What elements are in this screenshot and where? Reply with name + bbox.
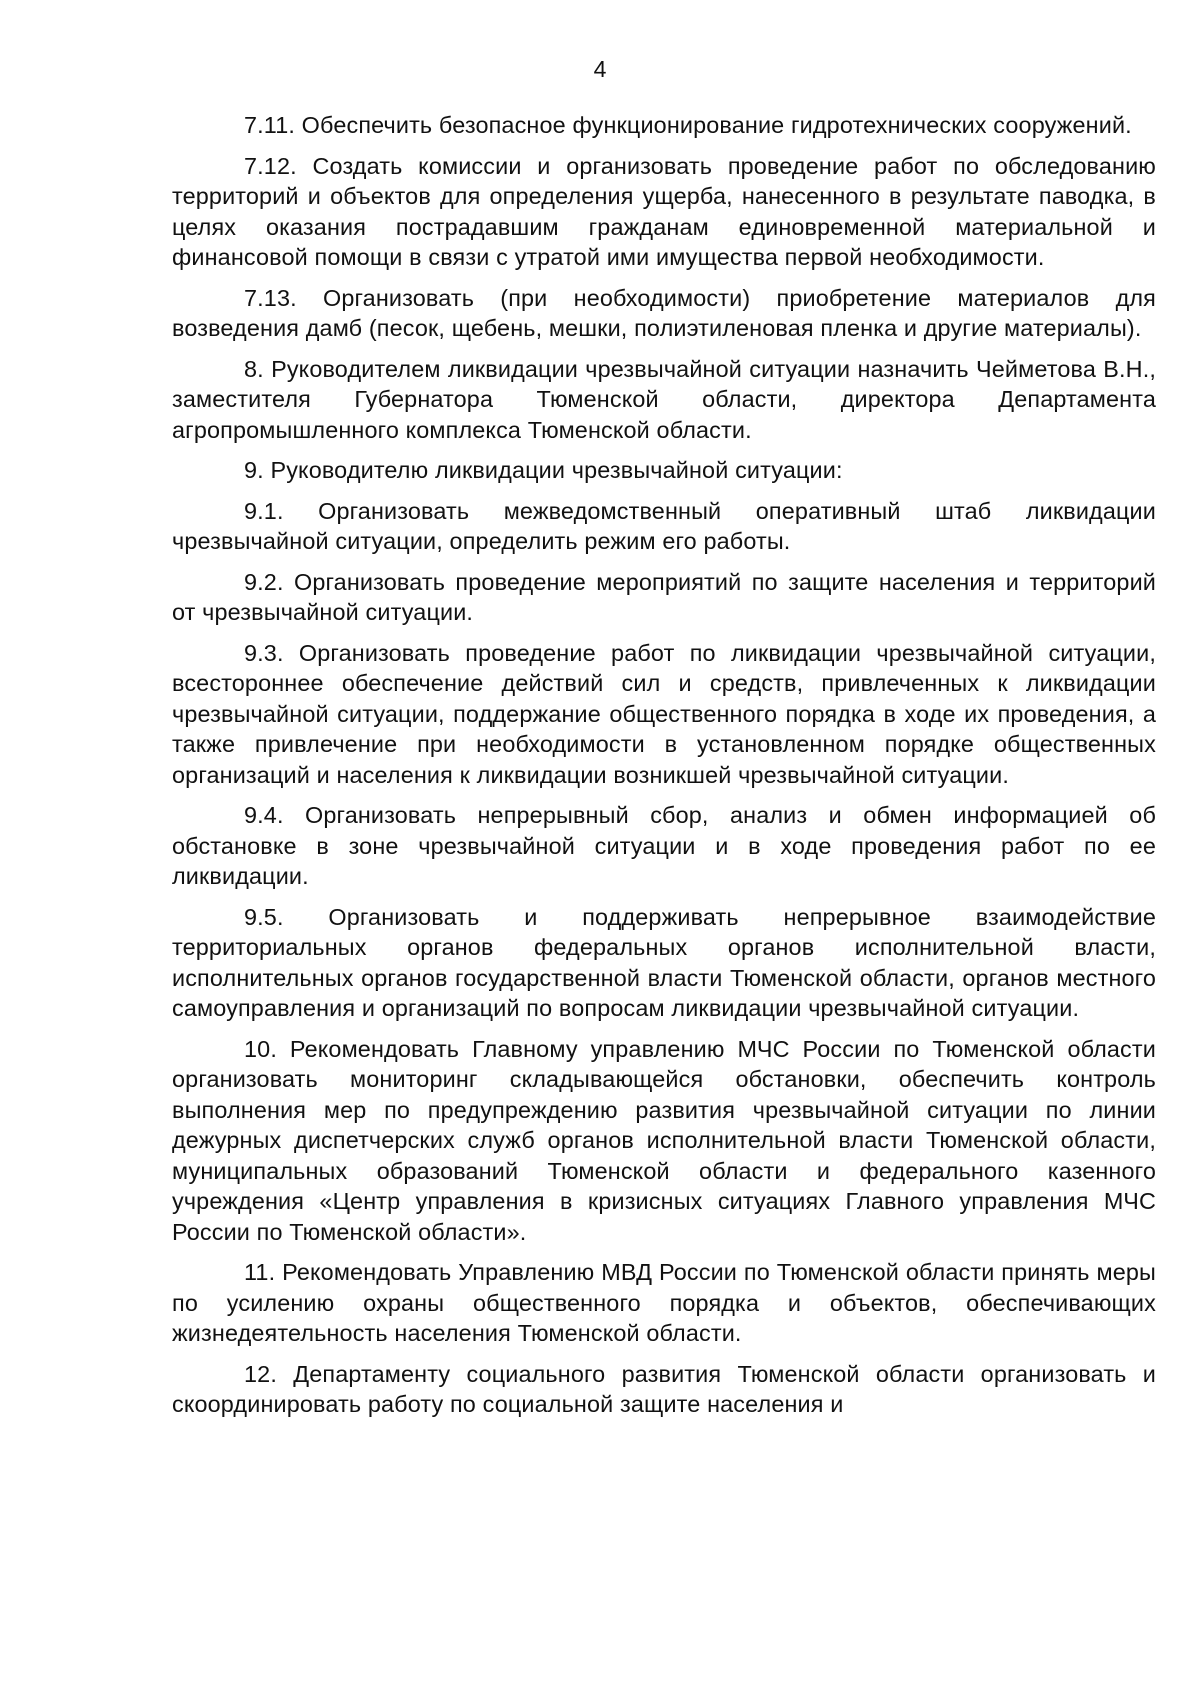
paragraph-9-2: 9.2. Организовать проведение мероприятий по защите населения и территорий от чрезвычайной ситуации. [172, 568, 1156, 625]
paragraph-12: 12. Департаменту социального развития Тюменской области организовать и скоординировать работу по социальной защите населения и [172, 1360, 1156, 1417]
page-number: 4 [593, 56, 607, 82]
paragraph-9-5: 9.5. Организовать и поддерживать непрерывное взаимодействие территориальных органов федеральных органов исполнительной власти, исполнительных органов государственной власти Тюменской области, органов местного самоуправления и организаций по вопросам ликвидации чрезвычайной ситуации. [172, 903, 1156, 1021]
paragraph-9-4: 9.4. Организовать непрерывный сбор, анализ и обмен информацией об обстановке в зоне чрезвычайной ситуации и в ходе проведения работ по ее ликвидации. [172, 802, 1156, 889]
paragraph-7-12: 7.12. Создать комиссии и организовать проведение работ по обследованию территорий и объектов для определения ущерба, нанесенного в результате паводка, в целях оказания пострадавшим гражданам единовременной материальной и финансовой помощи в связи с утратой ими имущества первой необходимости. [172, 152, 1156, 270]
paragraph-9: 9. Руководителю ликвидации чрезвычайной ситуации: [244, 457, 843, 483]
paragraph-9-3: 9.3. Организовать проведение работ по ликвидации чрезвычайной ситуации, всестороннее обеспечение действий сил и средств, привлеченных к ликвидации чрезвычайной ситуации, поддержание общественного порядка в ходе их проведения, а также привлечение при необходимости в установленном порядке общественных организаций и населения к ликвидации возникшей чрезвычайной ситуации. [172, 639, 1156, 788]
paragraph-7-11: 7.11. Обеспечить безопасное функционирование гидротехнических сооружений. [244, 112, 1132, 138]
paragraph-7-13: 7.13. Организовать (при необходимости) приобретение материалов для возведения дамб (песок, щебень, мешки, полиэтиленовая пленка и другие материалы). [172, 284, 1156, 341]
paragraph-11: 11. Рекомендовать Управлению МВД России по Тюменской области принять меры по усилению охраны общественного порядка и объектов, обеспечивающих жизнедеятельность населения Тюменской области. [172, 1259, 1156, 1346]
document-body [172, 110, 1156, 1430]
paragraph-9-1: 9.1. Организовать межведомственный оперативный штаб ликвидации чрезвычайной ситуации, определить режим его работы. [172, 497, 1156, 554]
paragraph-8: 8. Руководителем ликвидации чрезвычайной ситуации назначить Чейметова В.Н., заместителя Губернатора Тюменской области, директора Департамента агропромышленного комплекса Тюменской области. [172, 355, 1156, 443]
paragraph-10: 10. Рекомендовать Главному управлению МЧС России по Тюменской области организовать мониторинг складывающейся обстановки, обеспечить контроль выполнения мер по предупреждению развития чрезвычайной ситуации по линии дежурных диспетчерских служб органов исполнительной власти Тюменской области, муниципальных образований Тюменской области и федерального казенного учреждения «Центр управления в кризисных ситуациях Главного управления МЧС России по Тюменской области». [172, 1035, 1156, 1245]
